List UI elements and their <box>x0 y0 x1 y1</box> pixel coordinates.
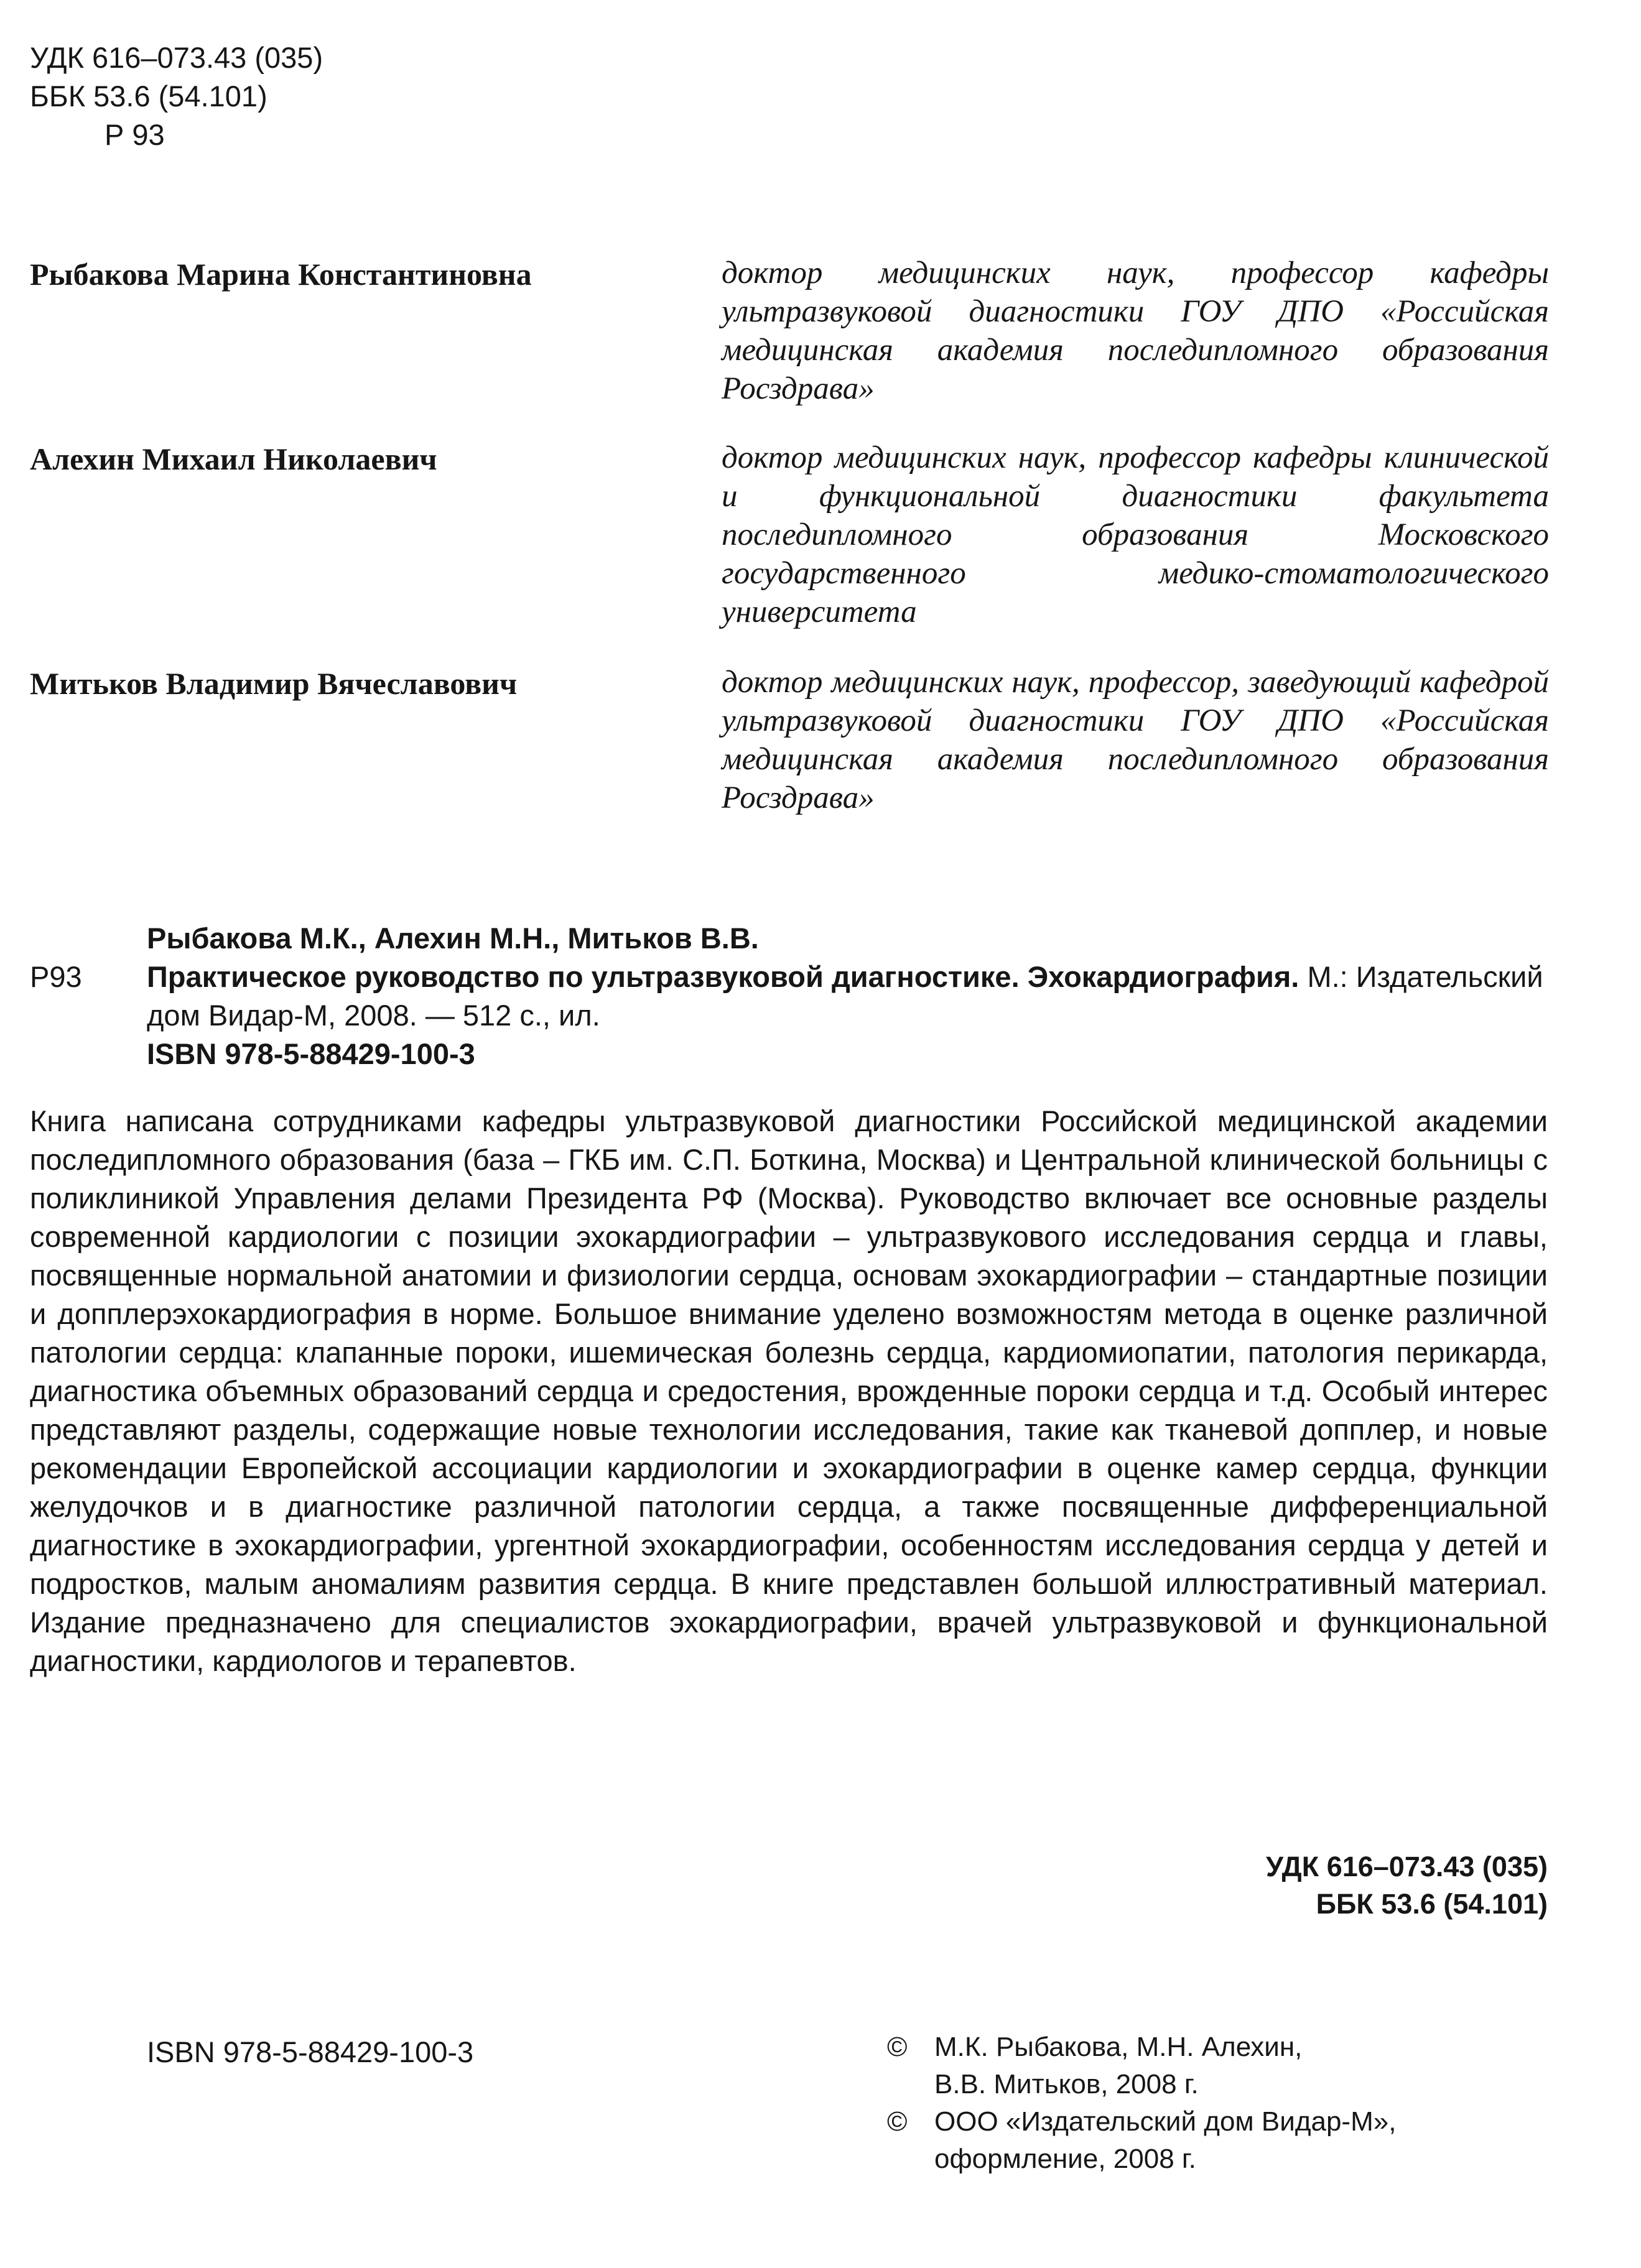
bbk-code: ББК 53.6 (54.101) <box>30 80 267 113</box>
abstract-text: Книга написана сотрудниками кафедры ультразвуковой диагностики Российской медицинской академии последипломного образования (база – ГКБ им. С.П. Боткина, Москва) и Центральной клинической больницы с поликлиникой Управления делами Президента РФ (Москва). Руководство включает все основные разделы современной кардиологии с позиции эхокардиографии – ультразвукового исследования сердца и главы, посвященные нормальной анатомии и физиологии сердца, основам эхокардиографии – стандартные позиции и допплерэхокардиография в норме. Большое внимание уделено возможностям метода в оценке различной патологии сердца: клапанные пороки, ишемическая болезнь сердца, кардиомиопатии, патология перикарда, диагностика объемных образований сердца и средостения, врожденные пороки сердца и т.д. Особый интерес представляют разделы, содержащие новые технологии исследования, такие как тканевой допплер, и новые рекомендации Европейской ассоциации кардиологии и эхокардиографии в оценке камер сердца, функции желудочков и в диагностике различной патологии сердца, а также посвященные дифференциальной диагностике в эхокардиографии, ургентной эхокардиографии, особенностям исследования сердца у детей и подростков, малым аномалиям развития сердца. В книге представлен большой иллюстративный материал. Издание предназначено для специалистов эхокардиографии, врачей ультразвуковой и функциональной диагностики, кардиологов и терапевтов. <box>30 1104 1548 1677</box>
copyright-line: М.К. Рыбакова, М.Н. Алехин, <box>934 2032 1303 2062</box>
author-name: Рыбакова Марина Константиновна <box>30 257 532 292</box>
citation-authors: Рыбакова М.К., Алехин М.Н., Митьков В.В. <box>147 922 759 955</box>
bibliographic-citation <box>30 919 1548 1073</box>
udk-code: УДК 616–073.43 (035) <box>30 41 323 74</box>
author-description: доктор медицинских наук, профессор кафедры клинической и функциональной диагностики факультета последипломного образования Московского государственного медико-стоматологического университета <box>722 440 1549 629</box>
author-name: Алехин Михаил Николаевич <box>30 442 437 476</box>
copyright-line: оформление, 2008 г. <box>934 2144 1196 2174</box>
classification-codes-top <box>30 39 323 154</box>
author-description: доктор медицинских наук, профессор кафедры ультразвуковой диагностики ГОУ ДПО «Российская медицинская академия последипломного образования Росздрава» <box>722 256 1549 406</box>
classification-codes-bottom <box>1266 1848 1548 1923</box>
udk-code: УДК 616–073.43 (035) <box>1265 1851 1548 1882</box>
citation-code: Р93 <box>30 960 82 993</box>
citation-title-row <box>30 958 1548 1035</box>
copyright-symbol: © <box>887 2106 908 2137</box>
citation-publisher: М.: Издательский дом Видар-М, 2008. — 512 с., ил. <box>147 960 1543 1032</box>
copyright-line: ООО «Издательский дом Видар-М», <box>934 2106 1397 2137</box>
copyright-line: В.В. Митьков, 2008 г. <box>934 2069 1199 2099</box>
citation-isbn: ISBN 978-5-88429-100-3 <box>147 1037 475 1070</box>
citation-title: Практическое руководство по ультразвуковой диагностике. Эхокардиография. <box>147 960 1299 993</box>
copyright-symbol: © <box>887 2032 908 2062</box>
author-name: Митьков Владимир Вячеславович <box>30 666 518 701</box>
isbn: ISBN 978-5-88429-100-3 <box>147 2035 474 2068</box>
author-description: доктор медицинских наук, профессор, заведующий кафедрой ультразвуковой диагностики ГОУ ДПО «Российская медицинская академия последипломного образования Росздрава» <box>722 665 1549 815</box>
author-mark: Р 93 <box>105 118 165 151</box>
copyright-block <box>887 2029 1509 2178</box>
copyright-entry <box>887 2029 1509 2103</box>
copyright-entry <box>887 2103 1509 2178</box>
bbk-code: ББК 53.6 (54.101) <box>1316 1888 1548 1920</box>
